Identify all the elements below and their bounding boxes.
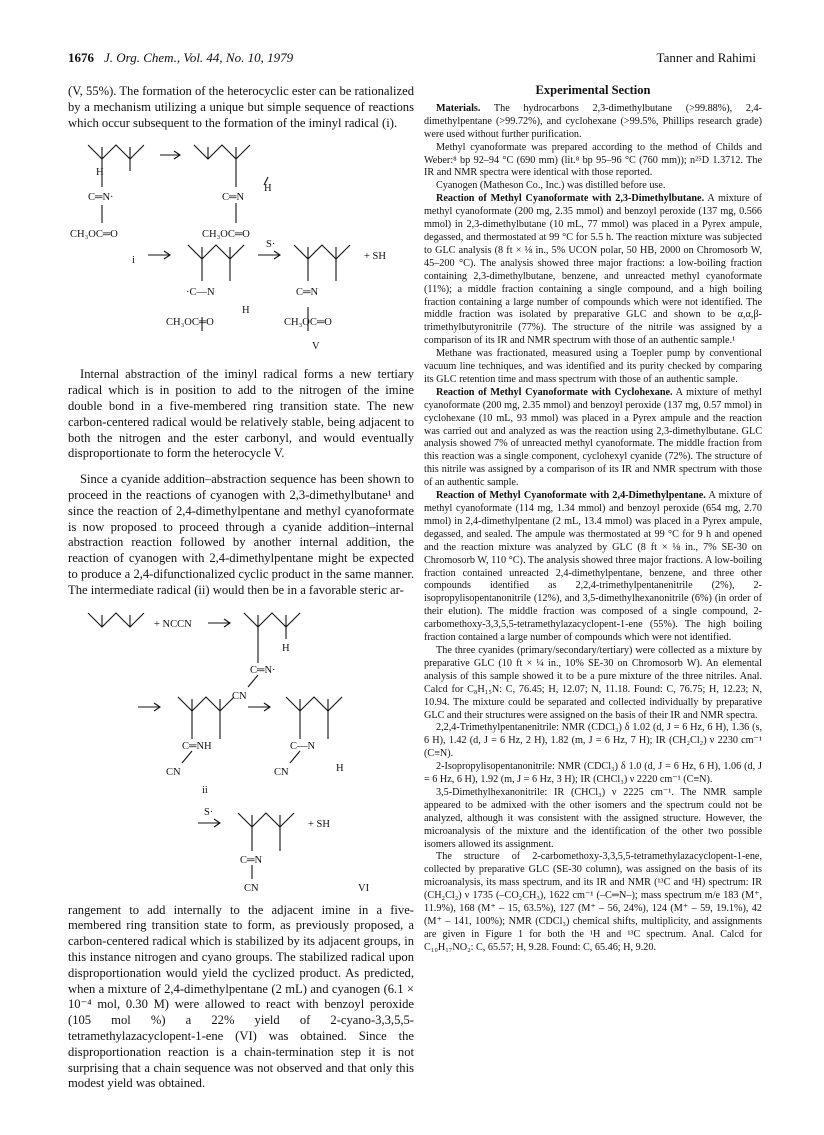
imine-radical-label: C═N· bbox=[250, 664, 276, 676]
paragraph-text: A mixture of methyl cyanoformate (200 mg, 2.35 mmol) and benzoyl peroxide (137 mg, 0.566 mmol) in 2,3-dimethylbutane (10 mL, 77 mmol) was placed in a Pyrex ampule, degassed, and thermostated at 99 °C for 5.5 h. The reaction mixture was subjected to GLC analysis (8 ft × ⅛ in., 5% UCON polar, 50 HB, 2000 on Chromosorb W, 45–200 °C). The analysis showed three major fractions: a low-boiling fraction containing 2,3-dimethylbutane, benzene, and unreacted methyl cyanoformate (11%); a middle fraction containing a single compound, and a high boiling fraction containing a large number of compounds which were not identified. The middle fraction was isolated by preparative GLC and shown to be α,α,β-trimethylbutyronitrile (77%). The structure of the nitrile was assigned by a comparison of its IR and NMR spectrum with those of an authentic sample.¹ bbox=[424, 193, 763, 347]
left-column bbox=[68, 84, 414, 1092]
paragraph: 2,2,4-Trimethylpentanenitrile: NMR (CDCl₃) δ 1.02 (d, J = 6 Hz, 6 H), 1.36 (s, 6 H), 1.42 (d, J = 6 Hz, 2 H), 1.82 (m, J = 6 Hz, 7 H); IR (CH₂Cl₂) ν 2230 cm⁻¹ (C≡N). bbox=[424, 722, 762, 760]
cyano-label: CN bbox=[244, 882, 259, 894]
paragraph: 2-Isopropylisopentanonitrile: NMR (CDCl₃) δ 1.0 (d, J = 6 Hz, 6 H), 1.06 (d, J = 6 Hz, 6 H), 1.92 (m, J = 6 Hz, 3 H); IR (CHCl₃) ν 2220 cm⁻¹ (C≡N). bbox=[424, 761, 762, 786]
paragraph: 3,5-Dimethylhexanonitrile: IR (CHCl₃) ν 2225 cm⁻¹. The NMR sample appeared to be admixed with the other isomers and the spectrum could not be analyzed, although it was consistent with the assigned structure. However, the microanalysis of the mixture and the identification of the other two possible isomers allowed its assignment. bbox=[424, 786, 762, 850]
running-authors: Tanner and Rahimi bbox=[656, 50, 756, 65]
radical-s-label: S· bbox=[266, 239, 276, 251]
paragraph: The structure of 2-carbomethoxy-3,3,5,5-tetramethylazacyclopent-1-ene, collected by preparative GLC (SE-30 column), was assigned on the basis of its microanalysis, its mass spectrum, and its IR and NMR (¹³C and ¹H) spectrum: IR (CH₂Cl₂) ν 1735 (–CO₂CH₃), 1622 cm⁻¹ (–C═N–); mass spectrum m/e 183 (M⁺, 11.9%), 168 (M⁺ – 15, 63.5%), 127 (M⁺ – 56, 24%), 124 (M⁺ – 59, 19.1%), 42 (M⁺ – 141, 100%); NMR (CDCl₃) chemical shifts, multiplicity, and assignments are given in Figure 1 for both the ¹H and ¹³C spectrum. Anal. Calcd for C₁₀H₁₇NO₂: C, 65.57; H, 9.28. Found: C, 65.46; H, 9.20. bbox=[424, 851, 762, 953]
compound-label-ii: ii bbox=[202, 784, 208, 796]
h-atom-label: H bbox=[282, 642, 290, 654]
ester-label: CH₃OC═O bbox=[70, 229, 118, 241]
compound-label-v: V bbox=[312, 341, 320, 353]
paragraph bbox=[424, 387, 762, 490]
ester-label: CH₃OC═O bbox=[202, 229, 250, 241]
page-number: 1676 bbox=[68, 50, 94, 65]
c-n-label: C—N bbox=[290, 740, 316, 752]
reaction-scheme-2 bbox=[68, 603, 414, 899]
h-atom-label: H bbox=[336, 762, 344, 774]
scheme-1-drawing bbox=[68, 135, 414, 363]
paragraph-text: The hydrocarbons 2,3-dimethylbutane (>99.88%), 2,4-dimethylpentane (>99.72%), and cyclohexane (>99.5%, Phillips research grade) were used without further purification. bbox=[424, 102, 762, 140]
carbon-chain bbox=[88, 145, 144, 159]
paragraph: Methane was fractionated, measured using a Toepler pump by conventional vacuum line techniques, and was identified and its purity checked by comparing its GLC retention time and mass spectrum with those of an authentic sample. bbox=[424, 348, 762, 385]
paragraph: Cyanogen (Matheson Co., Inc.) was distilled before use. bbox=[436, 180, 666, 192]
reaction-arrow bbox=[160, 151, 180, 159]
running-header bbox=[68, 50, 756, 68]
paragraph: Internal abstraction of the iminyl radical forms a new tertiary radical which is in position to add to the nitrogen of the imine double bond in a five-membered ring transition state. The new carbon-centered radical would be relatively stable, being adjacent to both the nitrogen and the ester carbonyl, and would eventually disproportionate to form the heterocycle V. bbox=[68, 367, 414, 461]
paragraph bbox=[424, 490, 762, 645]
imine-label: C═NH bbox=[182, 740, 212, 752]
run-in-heading: Reaction of Methyl Cyanoformate with 2,3-Dimethylbutane. bbox=[436, 193, 705, 205]
paragraph: rangement to add internally to the adjacent imine in a five-membered ring transition state to form, as previously proposed, a carbon-centered radical which is stabilized by its adjacent groups, in this instance nitrogen and cyano groups. The stabilized radical upon disproportionation would yield the cyclized product. As predicted, when a mixture of 2,4-dimethylpentane (2 mL) and cyanogen (6.1 × 10⁻⁴ mol, 0.30 M) were allowed to react with benzoyl peroxide (105 mol %) a 22% yield of 2-cyano-3,3,5,5-tetramethylazacyclopent-1-ene (VI) was obtained. Since the disproportionation reaction is a chain-termination step it is not surprising that a chain sequence was not observed and that only this modest yield was obtained. bbox=[68, 902, 414, 1091]
cyano-label: CN bbox=[274, 766, 289, 778]
paragraph-text: A mixture of methyl cyanoformate (200 mg, 2.35 mmol) and benzoyl peroxide (137 mg, 0.57 mmol) in cyclohexane (10 mL, 93 mmol) was placed in a Pyrex ampule and the reaction was carried out and analyzed as was the reaction using 2,3-dimethylbutane. GLC analysis showed 7% of unreacted methyl cyanoformate. The middle fraction from this reaction was a single component, cyclohexyl cyanide (72%). The structure of this nitrile was assigned by a comparison of its IR and NMR spectrum with those of an authentic sample. bbox=[424, 386, 762, 489]
imine-label: C═N· bbox=[88, 192, 114, 204]
reaction-scheme-1 bbox=[68, 135, 414, 363]
journal-citation: J. Org. Chem., Vol. 44, No. 10, 1979 bbox=[104, 50, 294, 65]
paragraph bbox=[424, 103, 762, 142]
run-in-heading: Reaction of Methyl Cyanoformate with 2,4-Dimethylpentane. bbox=[436, 490, 706, 502]
paragraph bbox=[424, 193, 762, 348]
ring-imine-label: C═N bbox=[240, 854, 263, 866]
h-atom-label: H bbox=[264, 183, 272, 195]
cyano-label: CN bbox=[166, 766, 181, 778]
plus-sh-label: + SH bbox=[308, 818, 330, 830]
ester-label: CH₃OC═O bbox=[166, 317, 214, 329]
radical-s-label: S· bbox=[204, 806, 214, 818]
paragraph: The three cyanides (primary/secondary/tertiary) were collected as a mixture by preparative GLC (10 ft × ¼ in., 10% SE-30 on Chromosorb W). An elemental analysis of this sample showed it to be a pure mixture of the three nitriles. Anal. Calcd for C₈H₁₅N: C, 76.45; H, 12.07; N, 11.18. Found: C, 76.75; H, 12.23; N, 10.94. The mixture could be separated and collected individually by preparative GLC and their structures were assigned on the basis of their IR and NMR spectra. bbox=[424, 644, 762, 721]
radical-c-n-label: ·C—N bbox=[186, 287, 215, 299]
plus-sh-label: + SH bbox=[364, 251, 386, 263]
paragraph: Since a cyanide addition–abstraction sequence has been shown to proceed in the reactions of cyanogen with 2,3-dimethylbutane¹ and since the reaction of 2,4-dimethylpentane and methyl cyanoformate is now proposed to proceed through a cyanide addition–internal abstraction reaction followed by another internal addition, the reaction of cyanogen with 2,4-dimethylpentane might be expected to produce a 2,4-difunctionalized cyclic product in the same manner. The intermediate radical (ii) would then be in a favorable steric ar- bbox=[68, 472, 414, 597]
h-atom-label: H bbox=[242, 305, 250, 317]
paragraph-text: A mixture of methyl cyanoformate (114 mg, 1.34 mmol) and benzoyl peroxide (654 mg, 2.70 mmol) in 2,4-dimethylpentane (2 mL, 13.4 mmol) was placed in a Pyrex ampule, degassed, and sealed. The ampule was thermostated at 99 °C for 9 h and opened and the reaction mixture was analyzed by GLC (8 ft × ⅛ in., 7% SE-30 on Chromosorb W, 110 °C). The analysis showed three major fractions. A low-boiling fraction contained unreacted 2,4-dimethylpentane, benzene, and three other compounds identified as 2,2,4-trimethylpentanenitrile (2%), 2-isopropylisopentanonitrile (12%), and 3,5-dimethylhexanonitrile (6%) (in order of their elution). The middle fraction was composed of a single compound, 2-carbomethoxy-3,3,5,5-tetramethylazacyclopent-1-ene (55%). The high boiling fraction contained a large number of compounds which were not identified. bbox=[424, 490, 762, 644]
plus-nccn-label: + NCCN bbox=[154, 618, 192, 630]
run-in-heading: Reaction of Methyl Cyanoformate with Cyclohexane. bbox=[436, 386, 673, 398]
paragraph: (V, 55%). The formation of the heterocyclic ester can be rationalized by a mechanism utilizing a unique but simple sequence of reactions which occur subsequent to the formation of the iminyl radical (i). bbox=[68, 84, 414, 130]
ester-label: CH₃OC═O bbox=[284, 317, 332, 329]
scheme-2-drawing bbox=[68, 603, 414, 899]
h-atom-label: H bbox=[96, 167, 104, 179]
right-column bbox=[424, 84, 762, 955]
section-title: Experimental Section bbox=[535, 83, 651, 97]
compound-label-vi: VI bbox=[358, 882, 370, 894]
paragraph: Methyl cyanoformate was prepared according to the method of Childs and Weber:⁸ bp 92–94 °C (690 mm) (lit.⁸ bp 95–96 °C (760 mm)); n²⁵D 1.3712. The IR and NMR spectra were identical with those reported. bbox=[424, 141, 762, 179]
cyano-label: CN bbox=[232, 690, 247, 702]
imine-label: C═N bbox=[222, 192, 245, 204]
compound-label-i: i bbox=[132, 255, 135, 267]
run-in-heading: Materials. bbox=[436, 102, 481, 114]
ring-imine-label: C═N bbox=[296, 287, 319, 299]
